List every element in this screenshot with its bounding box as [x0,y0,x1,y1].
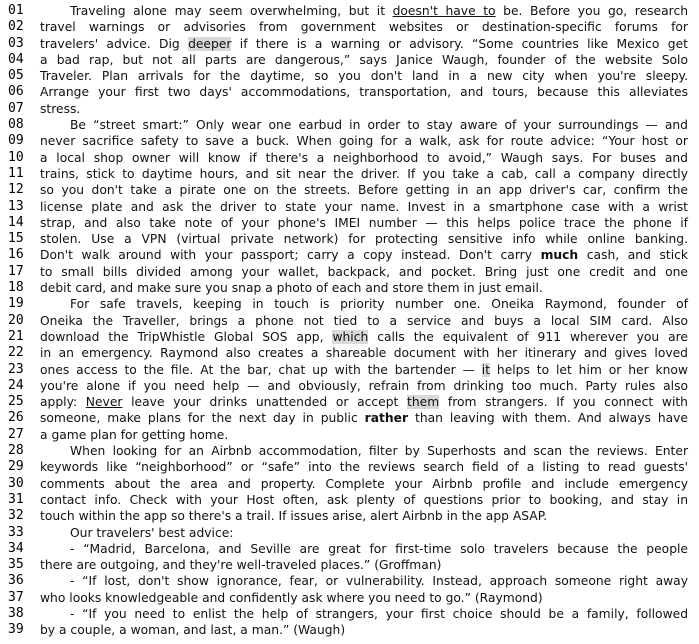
document-line [0,133,699,149]
line-text [40,622,688,638]
text-segment: For safe travels, keeping in touch is priority number one. Oneika Raymond, founder of [70,297,688,312]
document-line [0,329,699,345]
document-line [0,313,699,329]
document-line [0,541,699,557]
document-line [0,378,699,394]
line-text [40,182,688,198]
document-line [0,606,699,622]
text-segment: - “If you need to enlist the help of strangers, your first choice should be a family, followed [70,606,688,621]
document-line [0,231,699,247]
line-number: 29 [8,459,24,475]
document-line [0,247,699,263]
text-segment: Our travelers' best advice: [70,525,234,540]
text-segment: by a couple, a woman, and last, a man.” (Waugh) [40,623,346,638]
document-line [0,150,699,166]
text-segment: ones access to the file. At the bar, chat up with the bartender — [40,362,482,377]
text-segment: a game plan for getting home. [40,427,229,442]
line-number: 17 [8,263,24,279]
line-text [40,313,688,329]
line-text [40,199,688,215]
line-text [40,541,688,557]
line-number: 06 [8,84,24,100]
line-number: 07 [8,100,24,116]
line-number: 08 [8,117,24,133]
line-number: 36 [8,573,24,589]
bold-word: much [540,248,579,263]
text-segment: in an emergency. Raymond also creates a shareable document with her itinerary and gives loved [40,346,688,361]
line-text [40,264,688,280]
underlined-phrase: doesn't have to [392,4,496,18]
document-line [0,508,699,524]
line-number: 34 [8,540,24,556]
text-segment: you're alone if you need help — and obviously, refrain from drinking too much. Party rules also [40,378,688,393]
document-line [0,622,699,638]
text-segment: stress. [40,101,81,116]
document-line [0,3,699,19]
line-text [40,329,688,345]
line-text [40,573,688,589]
text-segment: trains, stick to daytime hours, and sit near the driver. If you take a cab, call a company directly [40,166,688,181]
text-segment: calls the equivalent of 911 wherever you are [368,329,688,344]
line-number: 37 [8,589,24,605]
line-number: 15 [8,231,24,247]
text-segment: a local shop owner will know if there's a neighborhood to avoid,” Waugh says. For buses and [40,150,688,165]
line-text [40,52,688,68]
line-text [40,492,688,508]
text-segment: a bad rap, but not all parts are dangerous,” says Janice Waugh, founder of the website Solo [40,52,688,67]
text-segment: leave your drinks unattended or accept [122,395,408,410]
line-text [40,84,688,100]
document-line [0,362,699,378]
document-line [0,166,699,182]
document-line [0,573,699,589]
line-number: 27 [8,426,24,442]
line-number: 18 [8,280,24,296]
line-text [40,508,688,524]
text-segment: comments about the area and property. Complete your Airbnb profile and include emergency [40,476,688,491]
text-segment: When looking for an Airbnb accommodation, filter by Superhosts and scan the reviews. Enter [70,444,688,459]
text-segment: keywords like “neighborhood” or “safe” into the reviews search field of a listing to read guests' [40,460,688,475]
document-line [0,410,699,426]
text-segment: contact info. Check with your Host often, ask plenty of questions prior to booking, and stay in [40,492,688,507]
text-segment: touch within the app so there's a trail. If issues arise, alert Airbnb in the app ASAP. [40,509,548,524]
line-number: 05 [8,68,24,84]
line-number: 25 [8,394,24,410]
line-text [40,362,688,378]
line-number: 33 [8,524,24,540]
line-number: 14 [8,214,24,230]
text-segment: so you don't take a pirate one on the streets. Before getting in an app driver's car, confirm the [40,183,688,198]
document-line [0,296,699,312]
line-number: 30 [8,475,24,491]
line-text [40,280,688,296]
line-number: 20 [8,312,24,328]
line-text [40,459,688,475]
document-line [0,264,699,280]
line-number: 03 [8,35,24,51]
line-number: 35 [8,557,24,573]
text-segment: be. Before you go, research [495,4,688,18]
text-segment: there are outgoing, and they're well-traveled places.” (Groffman) [40,558,442,573]
text-segment: - “If lost, don't show ignorance, fear, or vulnerability. Instead, approach someone right away [70,574,688,589]
line-text [40,590,688,606]
line-text [40,443,688,459]
text-segment: Don't walk around with your passport; carry a copy instead. Don't carry [40,248,541,263]
document-line [0,117,699,133]
text-segment: to small bills divided among your wallet, backpack, and pocket. Bring just one credit and one [40,264,688,279]
line-text [40,247,688,263]
text-segment: strap, and also take note of your phone's IMEI number — this helps police trace the phone if [40,215,688,230]
underlined-phrase: Never [85,395,123,410]
document-line [0,215,699,231]
bold-word: rather [364,411,409,426]
line-number: 28 [8,443,24,459]
line-text [40,606,688,622]
line-number: 38 [8,605,24,621]
text-segment: download the TripWhistle Global SOS app, [40,329,333,344]
line-text [40,557,688,573]
line-text [40,231,688,247]
line-number: 31 [8,491,24,507]
text-segment: who looks knowledgeable and confidently ask where you need to go.” (Raymond) [40,590,543,605]
line-text [40,345,688,361]
document-line [0,443,699,459]
line-number: 04 [8,51,24,67]
line-number: 19 [8,296,24,312]
line-text [40,525,688,541]
line-text [40,394,688,410]
text-segment: Oneika the Traveller, brings a phone not tied to a service and buys a local SIM card. Also [40,313,688,328]
line-text [40,476,688,492]
document-line [0,182,699,198]
document-line [0,590,699,606]
text-segment: stolen. Use a VPN (virtual private network) for protecting sensitive info while online banking. [40,232,688,247]
highlighted-word: which [332,329,369,344]
line-number: 26 [8,410,24,426]
text-segment: if there is a warning or advisory. “Some countries like Mexico get [231,36,688,51]
line-text [40,68,688,84]
document-line [0,525,699,541]
text-segment: from strangers. If you connect with [439,395,688,410]
line-text [40,296,688,312]
text-segment: Arrange your first two days' accommodations, transportation, and tours, because this alleviates [40,85,688,100]
document-line [0,101,699,117]
line-number: 23 [8,361,24,377]
line-text [40,410,688,426]
line-number: 16 [8,247,24,263]
document-line [0,84,699,100]
document-line [0,557,699,573]
text-segment: cash, and stick [578,248,688,263]
text-segment: Traveler. Plan arrivals for the daytime, so you don't land in a new city when you're sleepy. [40,69,688,84]
text-segment: travelers' advice. Dig [40,36,189,51]
document-line [0,394,699,410]
line-text [40,3,688,19]
line-number: 32 [8,508,24,524]
line-text [40,378,688,394]
line-number: 13 [8,198,24,214]
text-segment: apply: [40,395,86,410]
text-segment: helps to let him or her know [490,362,688,377]
text-segment: someone, make plans for the next day in public [40,411,365,426]
line-number: 10 [8,149,24,165]
text-segment: travel warnings or advisories from government websites or destination-specific forums for [40,20,688,35]
line-text [40,215,688,231]
document-line [0,68,699,84]
text-segment: license plate and ask the driver to state your name. Invest in a smartphone case with a wrist [40,199,688,214]
line-text [40,150,688,166]
line-number: 12 [8,182,24,198]
line-text [40,166,688,182]
line-text [40,427,688,443]
text-segment: Be “street smart:” Only wear one earbud in order to stay aware of your surroundings — and [70,118,688,133]
document-line [0,427,699,443]
highlighted-word: it [481,362,491,377]
line-text [40,101,688,117]
document-line [0,459,699,475]
line-number: 24 [8,377,24,393]
document-line [0,52,699,68]
document-line [0,345,699,361]
text-segment: - “Madrid, Barcelona, and Seville are great for first-time solo travelers because the people [70,541,688,556]
document-line [0,280,699,296]
line-number: 21 [8,328,24,344]
line-number: 39 [8,622,24,638]
document-line [0,19,699,35]
document-line [0,476,699,492]
document-line [0,199,699,215]
line-text [40,117,688,133]
line-number: 11 [8,165,24,181]
text-segment: Traveling alone may seem overwhelming, but it [70,4,393,18]
document-line [0,492,699,508]
document-line [0,36,699,52]
line-number: 22 [8,345,24,361]
text-segment: never sacrifice safety to save a buck. When going for a walk, ask for route advice: “Your host or [40,134,688,149]
highlighted-word: them [407,395,440,410]
line-number: 01 [8,3,24,18]
highlighted-word: deeper [188,36,232,51]
line-text [40,133,688,149]
line-number: 09 [8,133,24,149]
line-text [40,36,688,52]
text-segment: than leaving with them. And always have [408,411,689,426]
text-segment: debit card, and make sure you snap a photo of each and store them in just email. [40,281,543,296]
line-text [40,19,688,35]
line-number: 02 [8,19,24,35]
